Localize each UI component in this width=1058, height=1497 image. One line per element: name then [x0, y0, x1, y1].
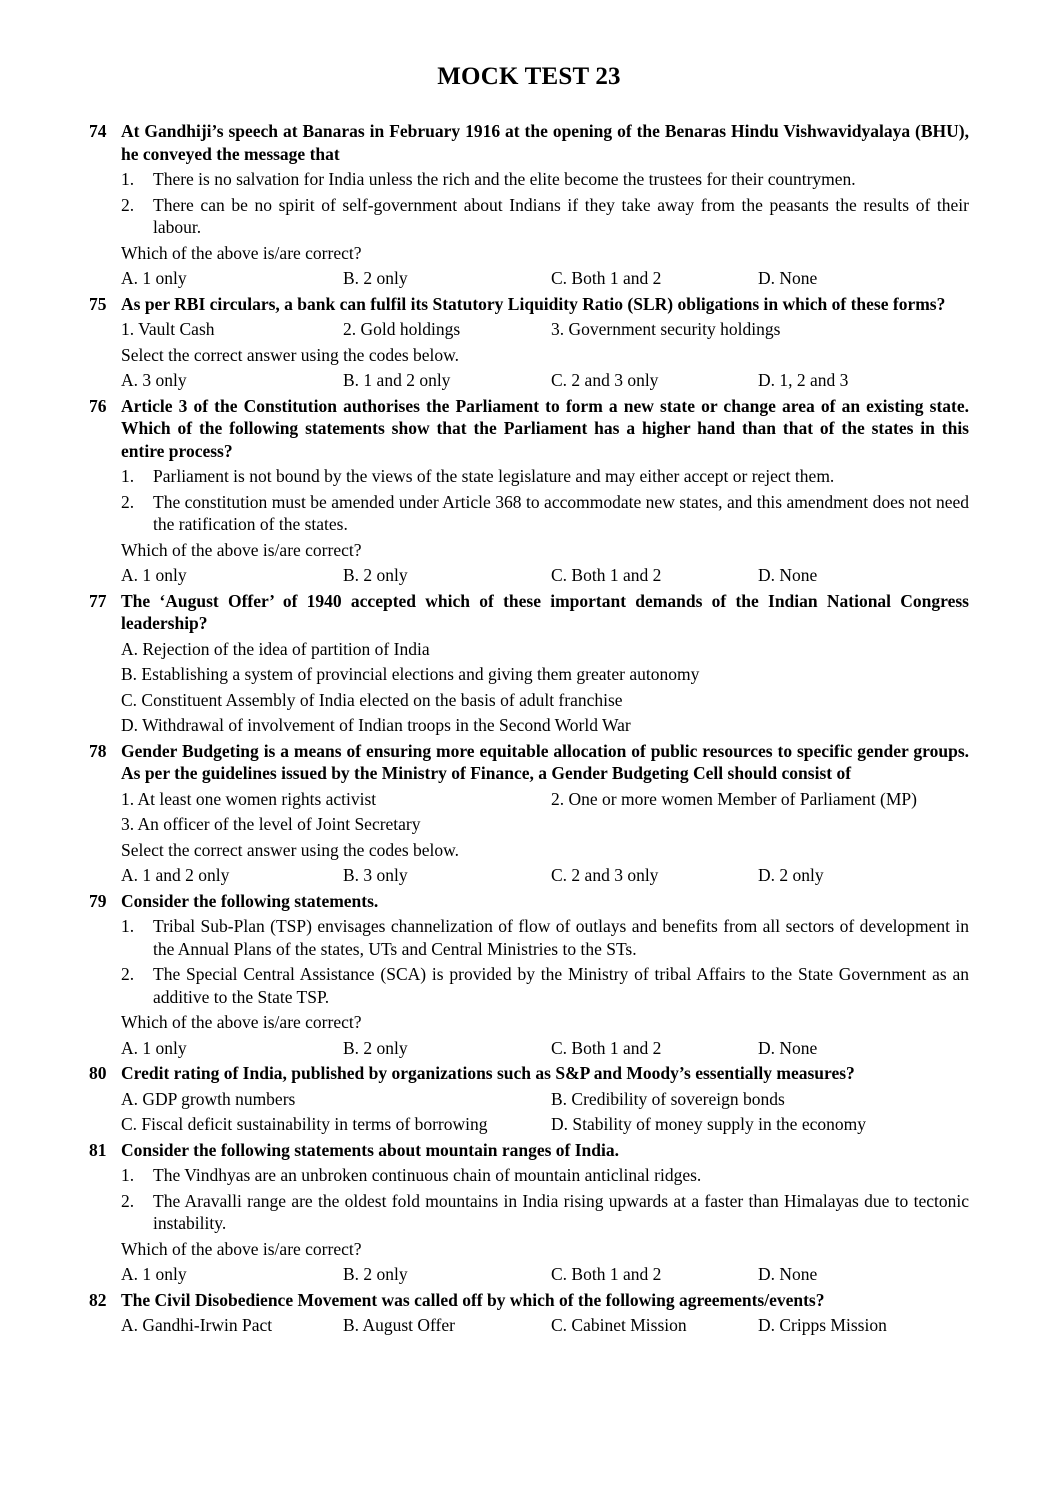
- answer-options: [121, 1263, 969, 1286]
- question-78: [89, 740, 969, 887]
- statement-text: There is no salvation for India unless the rich and the elite become the trustees for their countrymen.: [153, 169, 856, 189]
- statement: [121, 915, 969, 960]
- statement-text: The Aravalli range are the oldest fold mountains in India rising upwards at a faster than Himalayas due to tectonic instability.: [153, 1190, 969, 1233]
- item: 3. Government security holdings: [551, 319, 781, 339]
- statement-number: 1.: [121, 169, 135, 189]
- option-b[interactable]: B. 2 only: [343, 1264, 408, 1284]
- statement-text: The Special Central Assistance (SCA) is provided by the Ministry of tribal Affairs to the State Government as an additive to the State TSP.: [153, 964, 969, 1007]
- statement-text: There can be no spirit of self-government about Indians if they take away from the peasants the results of their labour.: [153, 194, 969, 237]
- option-c[interactable]: C. 2 and 3 only: [551, 865, 659, 885]
- item: 1. At least one women rights activist: [121, 788, 377, 809]
- statement: [121, 168, 969, 191]
- question-text: Consider the following statements about mountain ranges of India.: [121, 1139, 619, 1160]
- question-82: [89, 1289, 969, 1337]
- question-81: [89, 1139, 969, 1286]
- answer-options: [121, 1088, 969, 1111]
- question-number: 74: [89, 121, 107, 141]
- question-prompt: Which of the above is/are correct?: [121, 1238, 362, 1259]
- question-text: At Gandhiji’s speech at Banaras in February 1916 at the opening of the Benaras Hindu Vishwavidyalaya (BHU), he conveyed the message that: [121, 121, 969, 164]
- statement-number: 2.: [121, 491, 135, 512]
- option-a[interactable]: A. Gandhi-Irwin Pact: [121, 1315, 273, 1335]
- statement-number: 2.: [121, 964, 135, 984]
- statement: [121, 491, 969, 536]
- answer-options: [121, 1037, 969, 1060]
- question-prompt: Which of the above is/are correct?: [121, 242, 362, 263]
- question-79: [89, 890, 969, 1060]
- question-text: As per RBI circulars, a bank can fulfil its Statutory Liquidity Ratio (SLR) obligations in which of these forms?: [121, 293, 946, 314]
- option-d[interactable]: D. Stability of money supply in the economy: [551, 1114, 866, 1134]
- statement: [121, 1190, 969, 1235]
- item-list: [121, 318, 969, 341]
- question-prompt: Which of the above is/are correct?: [121, 1012, 362, 1032]
- question-number: 76: [89, 395, 107, 416]
- question-number: 78: [89, 740, 107, 761]
- statement: [121, 963, 969, 1008]
- question-text: The ‘August Offer’ of 1940 accepted which of these important demands of the Indian National Congress leadership?: [121, 590, 969, 633]
- option-c[interactable]: C. 2 and 3 only: [551, 370, 659, 390]
- answer-options: [121, 1113, 969, 1136]
- option-c[interactable]: C. Both 1 and 2: [551, 1037, 662, 1058]
- question-text: Consider the following statements.: [121, 890, 379, 911]
- question-text: Gender Budgeting is a means of ensuring more equitable allocation of public resources to specific gender groups. As per the guidelines issued by the Ministry of Finance, a Gender Budgeting Cell should consist of: [121, 740, 969, 783]
- item: 2. One or more women Member of Parliament (MP): [551, 788, 917, 809]
- question-number: 79: [89, 890, 107, 911]
- option-c[interactable]: C. Constituent Assembly of India elected on the basis of adult franchise: [121, 689, 623, 710]
- option-d[interactable]: D. Withdrawal of involvement of Indian troops in the Second World War: [121, 715, 631, 735]
- page-title: MOCK TEST 23: [437, 63, 621, 90]
- answer-options: [121, 564, 969, 587]
- option-a[interactable]: A. 1 only: [121, 1264, 187, 1284]
- question-prompt: Which of the above is/are correct?: [121, 539, 362, 560]
- option-c[interactable]: C. Both 1 and 2: [551, 565, 662, 585]
- question-list: [89, 120, 969, 1340]
- statement-number: 1.: [121, 466, 135, 486]
- option-a[interactable]: A. 1 and 2 only: [121, 865, 230, 885]
- statement-text: The constitution must be amended under Article 368 to accommodate new states, and this amendment does not need the ratification of the states.: [153, 491, 969, 534]
- question-76: [89, 395, 969, 587]
- statement-text: Parliament is not bound by the views of the state legislature and may either accept or reject them.: [153, 466, 835, 486]
- option-a[interactable]: A. 1 only: [121, 268, 187, 288]
- option-b[interactable]: B. 2 only: [343, 1037, 408, 1058]
- statement: [121, 194, 969, 239]
- option-d[interactable]: D. 2 only: [758, 865, 824, 885]
- question-80: [89, 1062, 969, 1136]
- question-number: 77: [89, 590, 107, 611]
- answer-options: [121, 267, 969, 290]
- option-b[interactable]: B. 2 only: [343, 268, 408, 288]
- option-c[interactable]: C. Cabinet Mission: [551, 1315, 687, 1335]
- statement: [121, 1164, 969, 1187]
- option-c[interactable]: C. Both 1 and 2: [551, 1264, 662, 1284]
- question-75: [89, 293, 969, 392]
- statement-number: 2.: [121, 1190, 135, 1211]
- statement-number: 2.: [121, 194, 135, 215]
- question-number: 81: [89, 1139, 107, 1160]
- question-number: 82: [89, 1289, 107, 1310]
- option-a[interactable]: A. GDP growth numbers: [121, 1088, 296, 1109]
- option-b[interactable]: B. 3 only: [343, 865, 408, 885]
- question-74: [89, 120, 969, 290]
- statement-number: 1.: [121, 916, 135, 936]
- statement: [121, 465, 969, 488]
- option-d[interactable]: D. 1, 2 and 3: [758, 370, 849, 390]
- statement-number: 1.: [121, 1165, 135, 1185]
- question-number: 80: [89, 1063, 107, 1083]
- item-list: [121, 788, 969, 811]
- option-d[interactable]: D. None: [758, 1037, 818, 1058]
- statement-text: The Vindhyas are an unbroken continuous chain of mountain anticlinal ridges.: [153, 1165, 702, 1185]
- item: 1. Vault Cash: [121, 319, 215, 339]
- option-b[interactable]: B. August Offer: [343, 1315, 455, 1335]
- item: 2. Gold holdings: [343, 319, 461, 339]
- option-a[interactable]: A. Rejection of the idea of partition of India: [121, 638, 430, 659]
- question-prompt: Select the correct answer using the codes below.: [121, 839, 460, 860]
- option-b[interactable]: B. Establishing a system of provincial elections and giving them greater autonomy: [121, 664, 700, 684]
- statement-text: Tribal Sub-Plan (TSP) envisages channelization of flow of outlays and benefits from all sectors of development in the Annual Plans of the states, UTs and Central Ministries to the STs.: [153, 916, 969, 959]
- question-number: 75: [89, 293, 107, 314]
- option-b[interactable]: B. 2 only: [343, 565, 408, 585]
- answer-options: [121, 864, 969, 887]
- option-a[interactable]: A. 1 only: [121, 565, 187, 585]
- question-text: The Civil Disobedience Movement was called off by which of the following agreements/events?: [121, 1289, 825, 1310]
- option-c[interactable]: C. Both 1 and 2: [551, 268, 662, 288]
- option-b[interactable]: B. Credibility of sovereign bonds: [551, 1088, 785, 1109]
- question-text: Credit rating of India, published by organizations such as S&P and Moody’s essentially measures?: [121, 1063, 855, 1083]
- option-d[interactable]: D. None: [758, 565, 818, 585]
- item: 3. An officer of the level of Joint Secretary: [121, 814, 421, 834]
- answer-options: [121, 369, 969, 392]
- question-77: [89, 590, 969, 737]
- option-b[interactable]: B. 1 and 2 only: [343, 370, 451, 390]
- option-c[interactable]: C. Fiscal deficit sustainability in terms of borrowing: [121, 1114, 488, 1134]
- option-d[interactable]: D. None: [758, 268, 818, 288]
- answer-options: [121, 1314, 969, 1337]
- question-text: Article 3 of the Constitution authorises the Parliament to form a new state or change area of an existing state. Which of the following statements show that the Parliament has a higher hand than that of the states in this entire process?: [121, 395, 969, 461]
- option-d[interactable]: D. Cripps Mission: [758, 1315, 887, 1335]
- option-d[interactable]: D. None: [758, 1264, 818, 1284]
- option-a[interactable]: A. 3 only: [121, 370, 187, 390]
- question-prompt: Select the correct answer using the codes below.: [121, 344, 460, 365]
- option-a[interactable]: A. 1 only: [121, 1037, 187, 1058]
